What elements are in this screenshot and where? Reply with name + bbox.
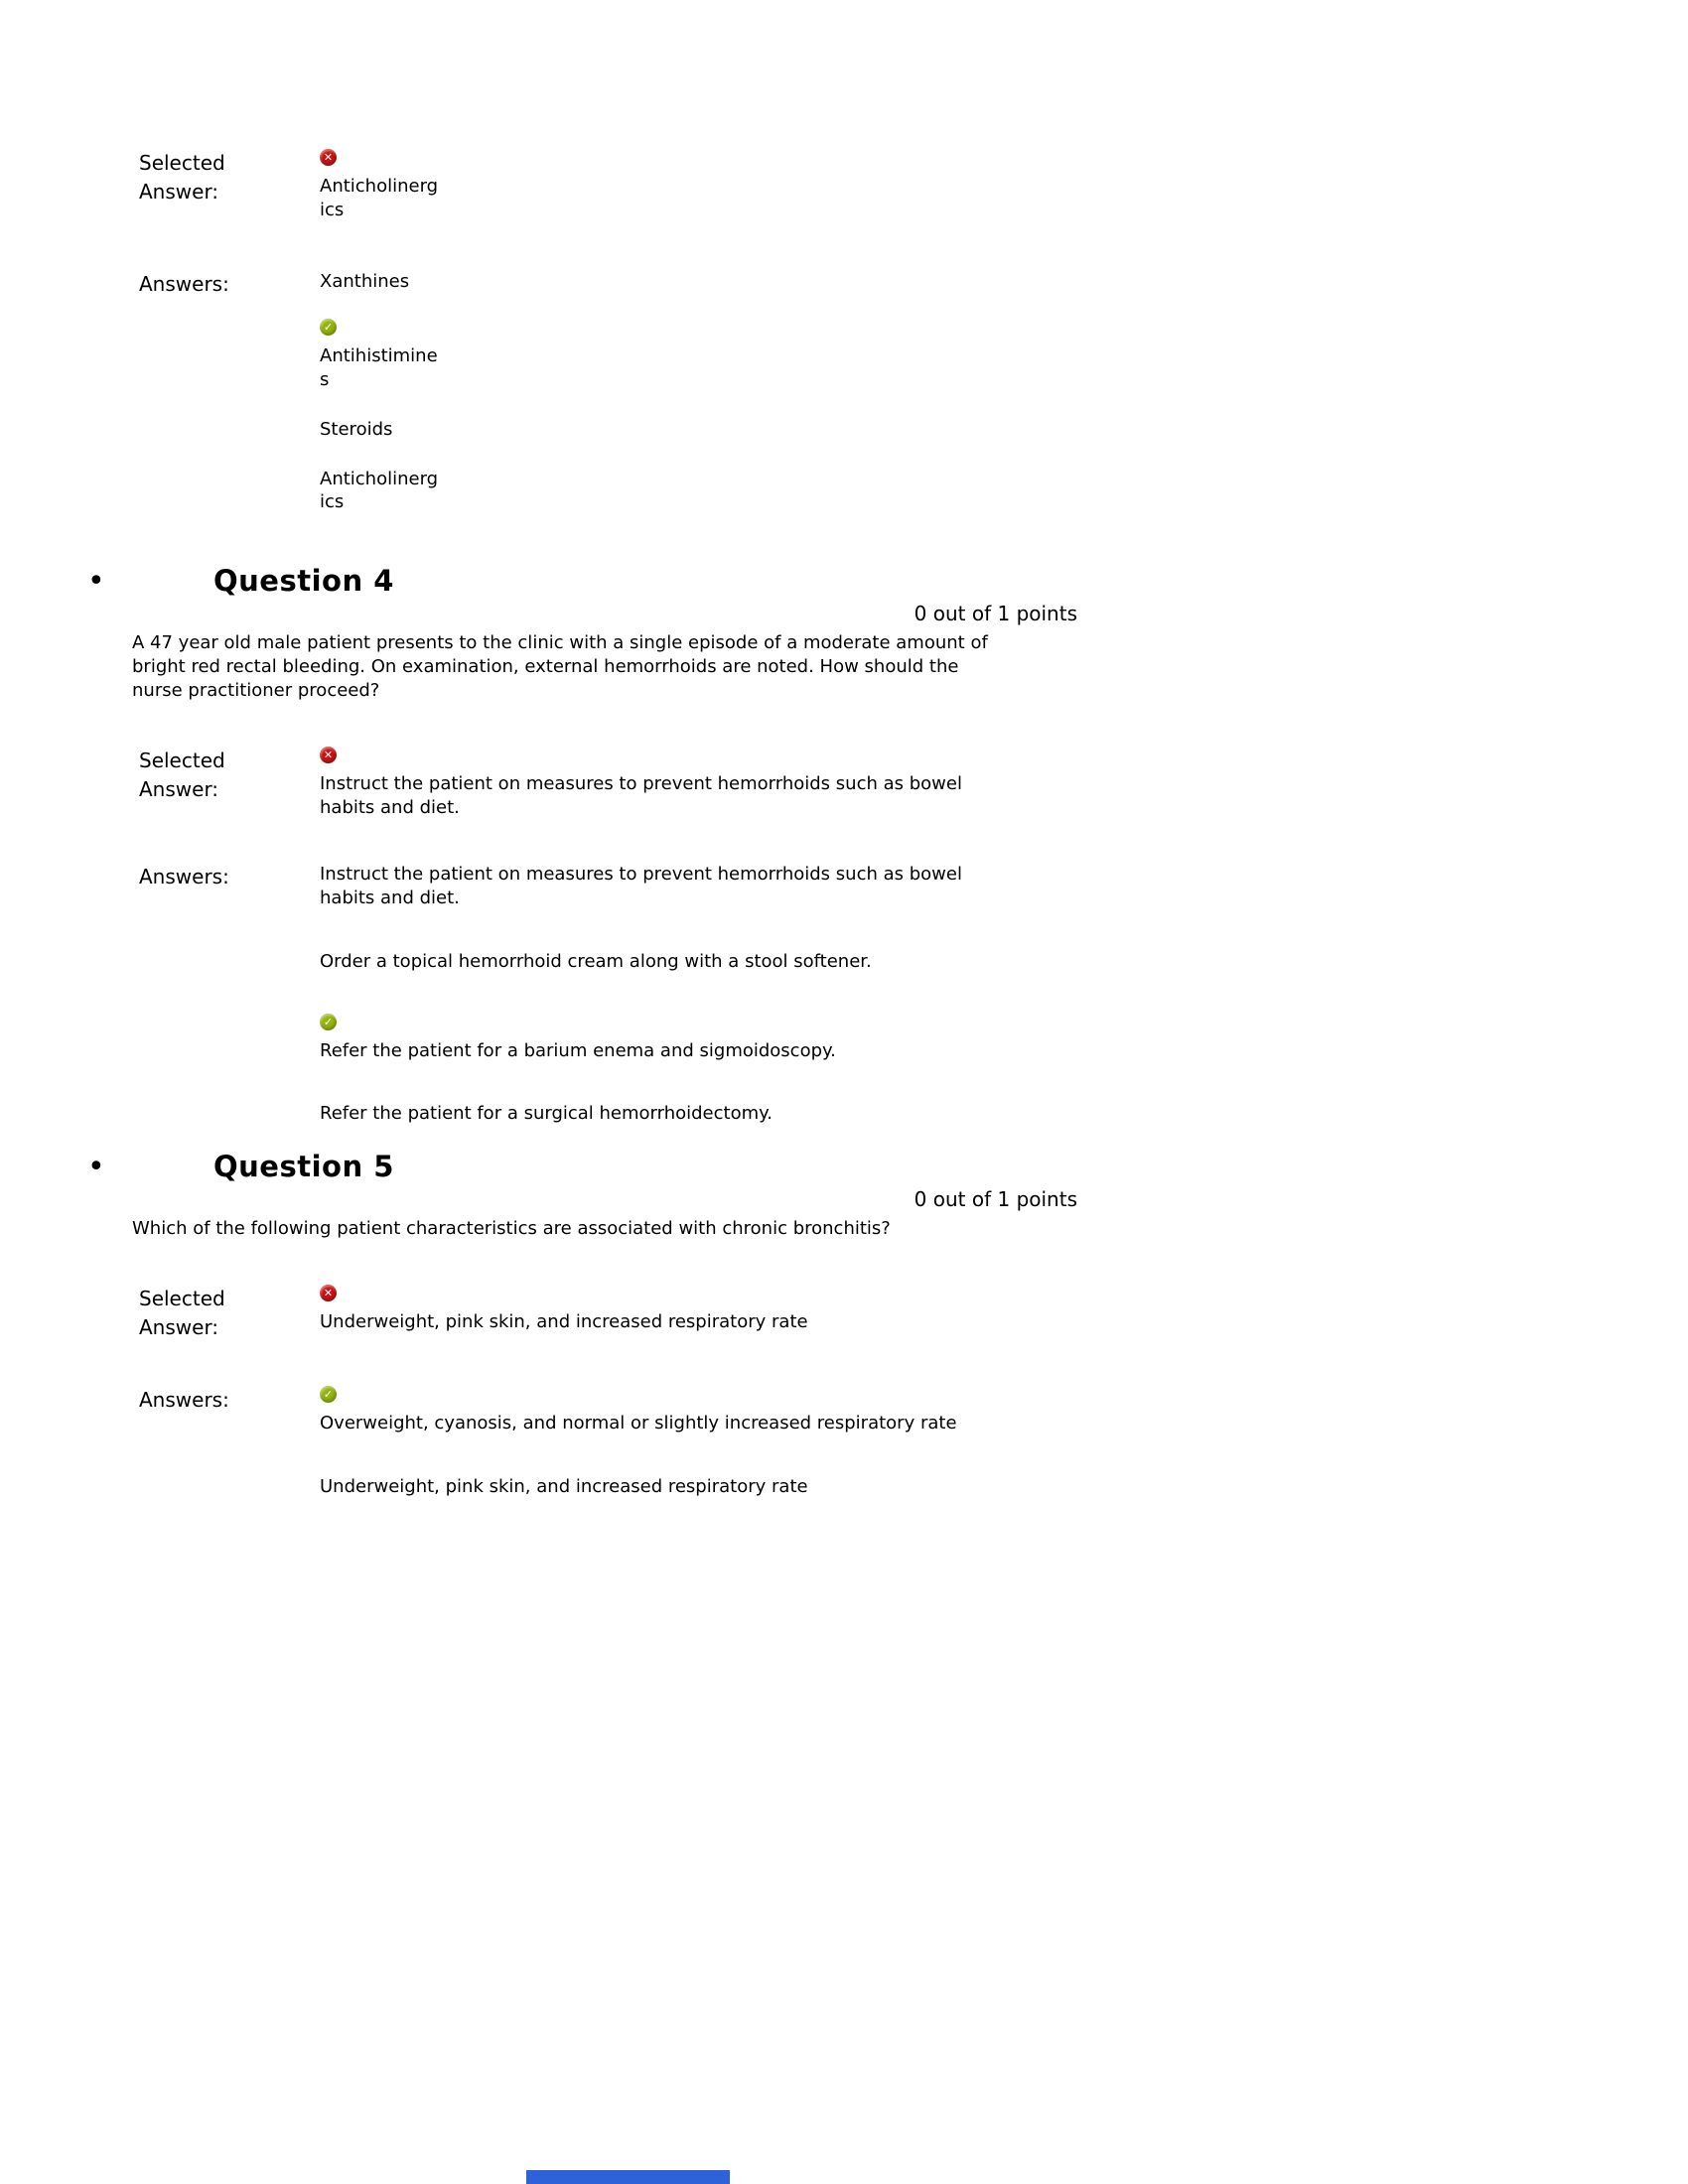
correct-icon: ✓ (320, 319, 337, 336)
answers-label: Answers: (139, 865, 229, 889)
answer-text: Anticholinergics (320, 468, 439, 513)
answer-text: Refer the patient for a surgical hemorrhoidectomy. (320, 1103, 773, 1125)
selected-answer-content (320, 149, 442, 248)
question-text: A 47 year old male patient presents to the clinic with a single episode of a moderate amount of bright red rectal bleeding. On examination, external hemorrhoids are noted. How should the nurse practitioner proceed? (132, 632, 988, 701)
answer-text: Instruct the patient on measures to prevent hemorrhoids such as bowel habits and diet. (320, 772, 962, 818)
answer-text: Refer the patient for a barium enema and sigmoidoscopy. (320, 1039, 836, 1061)
answer-option (320, 468, 442, 515)
answer-option (320, 747, 970, 820)
selected-answer-content (320, 1285, 808, 1334)
answers-content (320, 1386, 957, 1499)
question-title: Question 5 (213, 1150, 394, 1184)
answers-row (139, 270, 1688, 541)
points-label: 0 out of 1 points (914, 1187, 1077, 1212)
selected-answer-row (139, 1285, 1688, 1342)
selected-answer-label: Selected Answer: (139, 748, 225, 801)
answer-option (320, 1475, 957, 1499)
answer-text: Steroids (320, 418, 393, 440)
question-block (0, 564, 1688, 1126)
answer-text: Antihistimines (320, 345, 438, 390)
answer-option (320, 950, 970, 974)
question-header (0, 1150, 1688, 1183)
incorrect-icon: ✕ (320, 747, 337, 763)
selected-answer-row (139, 149, 1688, 248)
answer-option (320, 1386, 957, 1435)
answer-option (320, 1102, 970, 1126)
question-title: Question 4 (213, 564, 394, 598)
answer-option (320, 418, 442, 442)
answer-option (320, 1285, 808, 1334)
answer-text: Overweight, cyanosis, and normal or slightly increased respiratory rate (320, 1413, 957, 1433)
answers-content (320, 863, 970, 1126)
question-text: Which of the following patient characteristics are associated with chronic bronchitis? (132, 1218, 891, 1240)
points-label: 0 out of 1 points (914, 602, 1077, 625)
answers-row (139, 863, 1688, 1126)
selected-answer-label: Selected Answer: (139, 151, 225, 204)
bullet-icon: • (87, 1150, 105, 1185)
answers-row (139, 1386, 1688, 1499)
question-block (0, 1150, 1688, 1498)
answers-label: Answers: (139, 271, 229, 296)
question-header (0, 564, 1688, 598)
answers-fragment (0, 149, 1688, 540)
bullet-icon: • (87, 564, 105, 599)
selected-answer-content (320, 747, 970, 820)
answer-text: Anticholinergics (320, 176, 439, 220)
answer-text: Xanthines (320, 270, 410, 292)
correct-icon: ✓ (320, 1386, 337, 1403)
incorrect-icon: ✕ (320, 149, 337, 166)
incorrect-icon: ✕ (320, 1285, 337, 1301)
answer-option (320, 863, 970, 910)
answer-option (320, 319, 442, 392)
selected-answer-row (139, 747, 1688, 820)
answer-text: Instruct the patient on measures to prevent hemorrhoids such as bowel habits and diet. (320, 864, 962, 909)
answers-label: Answers: (139, 1388, 229, 1412)
answer-option (320, 149, 442, 222)
correct-icon: ✓ (320, 1014, 337, 1030)
answer-text: Underweight, pink skin, and increased respiratory rate (320, 1311, 808, 1332)
bottom-blue-bar (526, 2170, 730, 2184)
selected-answer-label: Selected Answer: (139, 1287, 225, 1339)
answer-text: Underweight, pink skin, and increased respiratory rate (320, 1475, 808, 1497)
answer-option (320, 270, 442, 294)
answers-content (320, 270, 442, 541)
answer-text: Order a topical hemorrhoid cream along with a stool softener. (320, 950, 872, 972)
answer-option (320, 1014, 970, 1063)
